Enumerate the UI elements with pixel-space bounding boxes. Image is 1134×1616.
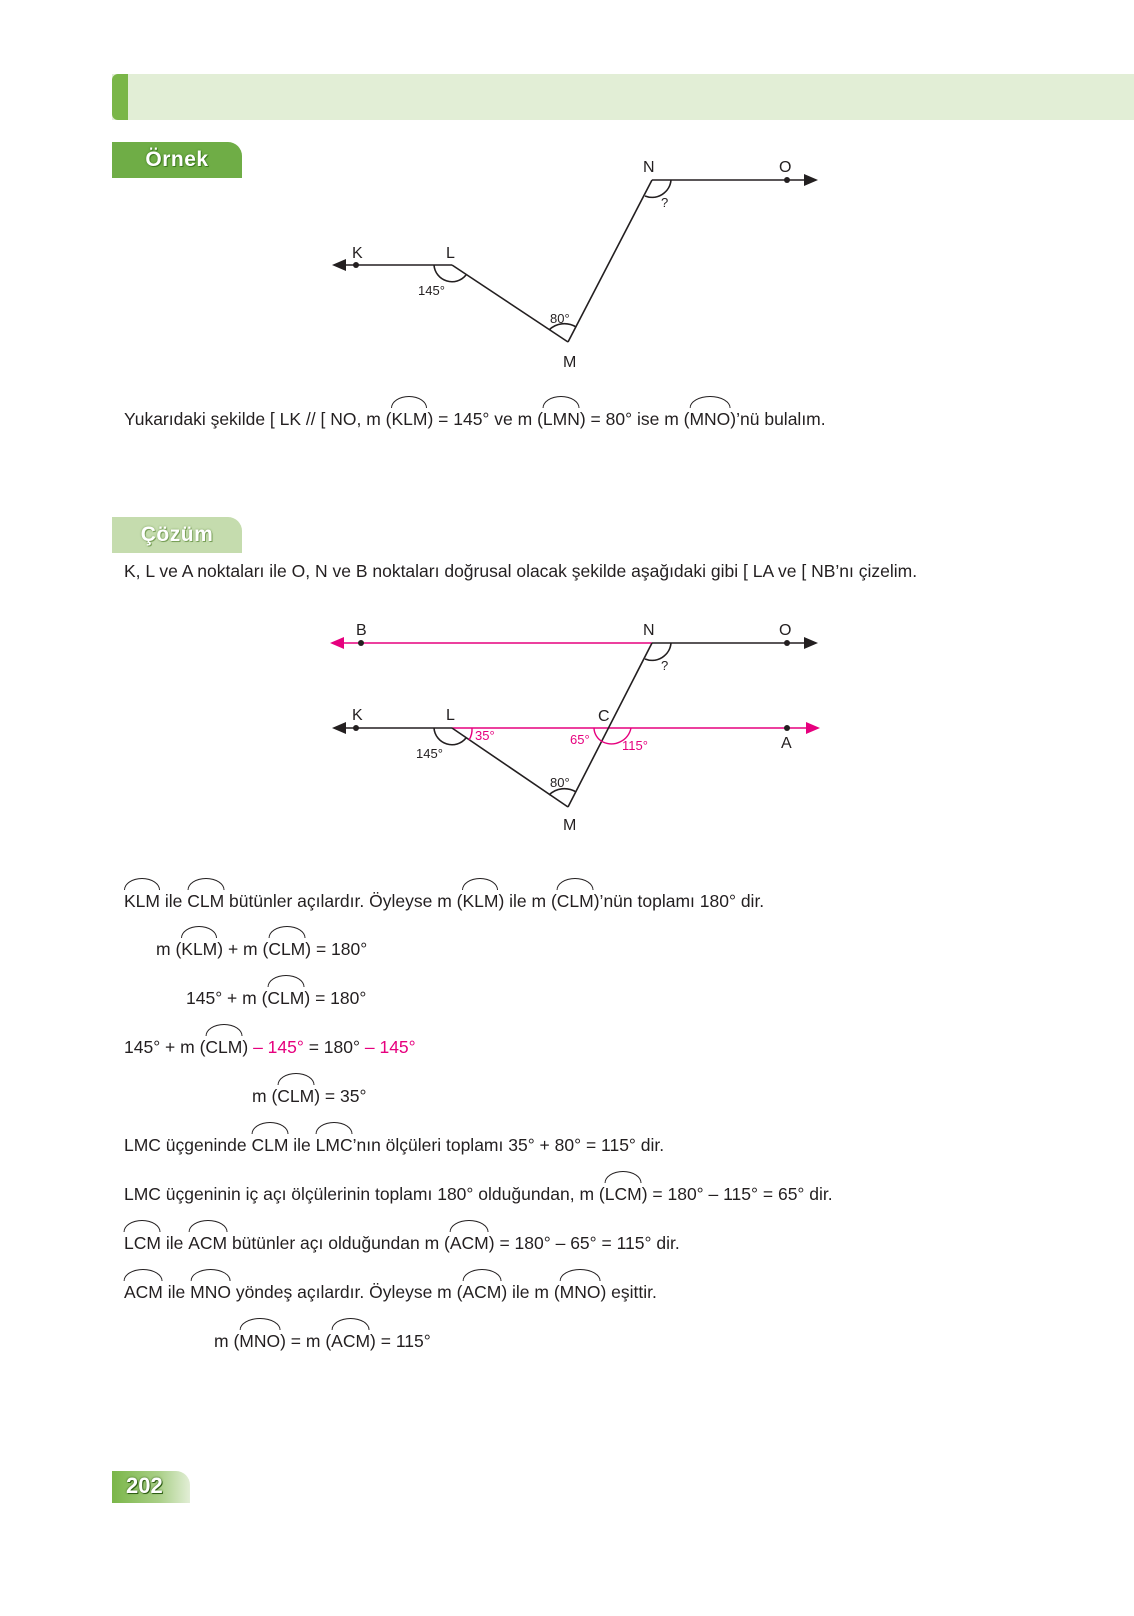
step-7 — [124, 1180, 833, 1206]
step-6 — [124, 1131, 664, 1157]
text-run: ) = m ( — [280, 1331, 332, 1351]
angle-lmc-label: 80° — [550, 775, 570, 790]
angle-symbol: LMN — [543, 405, 580, 431]
label-b: B — [356, 622, 367, 639]
text-run: )’nün toplamı 180° dir. — [593, 891, 765, 911]
angle-clm-label: 35° — [475, 728, 495, 743]
angle-acm-label: 115° — [622, 738, 648, 753]
text-run: ) = 180° – 65° = 115° dir. — [488, 1233, 680, 1253]
problem-statement — [124, 405, 826, 431]
angle-symbol: KLM — [181, 935, 217, 961]
text-run: ’nın ölçüleri toplamı 35° + 80° = 115° dir. — [352, 1135, 665, 1155]
arrow-right-icon — [804, 637, 818, 649]
label-o: O — [779, 622, 792, 639]
text-run: bütünler açı olduğundan m ( — [227, 1233, 450, 1253]
angle-symbol: MNO — [689, 405, 730, 431]
angle-symbol: ACM — [462, 1278, 501, 1304]
text-run: LMC üçgeninin iç açı ölçülerinin toplamı 180° olduğundan, m ( — [124, 1184, 605, 1204]
point-b — [358, 640, 364, 646]
point-k — [353, 725, 359, 731]
example-tag: Örnek — [112, 142, 242, 178]
step-4-equation — [124, 1033, 416, 1059]
angle-arc-klm — [434, 728, 466, 745]
angle-symbol: CLM — [205, 1033, 242, 1059]
angle-symbol: ACM — [331, 1327, 370, 1353]
label-m: M — [563, 354, 577, 371]
text-run: Yukarıdaki şekilde [ LK // [ NO, m ( — [124, 409, 392, 429]
arrow-left-icon — [332, 722, 346, 734]
text-run: ile — [159, 891, 188, 911]
arrow-right-icon — [806, 722, 820, 734]
text-run: ) ile m ( — [498, 891, 557, 911]
arrow-left-icon — [332, 259, 346, 271]
text-run: ) + m ( — [217, 939, 269, 959]
text-run: ) = 145° ve m ( — [427, 409, 543, 429]
text-run: bütünler açılardır. Öyleyse m ( — [224, 891, 463, 911]
text-run: 145° + m ( — [186, 988, 268, 1008]
arrow-left-icon — [330, 637, 344, 649]
text-run: = 180° — [303, 1037, 360, 1057]
solution-tag: Çözüm — [112, 517, 242, 553]
text-run: ) = 180° — [304, 988, 367, 1008]
angle-symbol: LCM — [124, 1229, 161, 1255]
text-run: – 145° — [360, 1037, 416, 1057]
text-run: ile — [288, 1135, 316, 1155]
text-run: 145° + m ( — [124, 1037, 206, 1057]
angle-klm-label: 145° — [416, 746, 443, 761]
angle-lmn-label: 80° — [550, 311, 570, 326]
solution-intro: K, L ve A noktaları ile O, N ve B noktaları doğrusal olacak şekilde aşağıdaki gibi [ LA ve [ NB’nı çizelim. — [124, 561, 918, 581]
page-number: 202 — [126, 1473, 163, 1498]
label-c: C — [598, 708, 610, 725]
segment-lm — [452, 265, 568, 342]
angle-symbol: KLM — [124, 887, 160, 913]
step-8 — [124, 1229, 680, 1255]
page-number-badge — [112, 1471, 190, 1503]
angle-symbol: CLM — [277, 1082, 314, 1108]
text-run: ) — [242, 1037, 249, 1057]
angle-arc-clm — [469, 728, 472, 740]
angle-symbol: CLM — [268, 935, 305, 961]
point-k — [353, 262, 359, 268]
angle-klm-label: 145° — [418, 283, 445, 298]
text-run: ) = 180° — [305, 939, 368, 959]
text-run: ile — [162, 1282, 191, 1302]
arrow-right-icon — [804, 174, 818, 186]
step-10-equation — [214, 1327, 431, 1353]
point-o — [784, 640, 790, 646]
text-run: ) eşittir. — [600, 1282, 657, 1302]
text-run: ) = 115° — [370, 1331, 431, 1351]
angle-symbol: MNO — [239, 1327, 280, 1353]
step-1 — [124, 887, 764, 913]
angle-symbol: KLM — [462, 887, 498, 913]
angle-symbol: CLM — [267, 984, 304, 1010]
text-run: ile — [160, 1233, 189, 1253]
angle-symbol: CLM — [251, 1131, 288, 1157]
text-run: ) ile m ( — [501, 1282, 560, 1302]
label-m: M — [563, 817, 577, 834]
label-k: K — [352, 245, 363, 262]
angle-mno-label: ? — [661, 195, 669, 210]
point-a — [784, 725, 790, 731]
step-3-equation — [186, 984, 366, 1010]
angle-mno-label: ? — [661, 658, 669, 673]
text-run: ) = 80° ise m ( — [579, 409, 690, 429]
text-run: ) = 180° – 115° = 65° dir. — [641, 1184, 833, 1204]
text-run: m ( — [252, 1086, 278, 1106]
figure-2 — [0, 600, 1134, 840]
point-o — [784, 177, 790, 183]
angle-symbol: LCM — [605, 1180, 642, 1206]
text-run: LMC üçgeninde — [124, 1135, 252, 1155]
step-9 — [124, 1278, 657, 1304]
angle-symbol: ACM — [188, 1229, 227, 1255]
label-k: K — [352, 707, 363, 724]
angle-symbol: MNO — [190, 1278, 231, 1304]
text-run: m ( — [156, 939, 182, 959]
angle-symbol: CLM — [187, 887, 224, 913]
text-run: ) = 35° — [314, 1086, 367, 1106]
angle-symbol: CLM — [557, 887, 594, 913]
text-run: )’nü bulalım. — [730, 409, 826, 429]
label-a: A — [781, 735, 792, 752]
step-5-equation — [252, 1082, 366, 1108]
angle-symbol: LMC — [316, 1131, 353, 1157]
figure-1 — [0, 0, 1134, 400]
segment-mn — [568, 180, 652, 342]
label-n: N — [643, 622, 655, 639]
text-run: m ( — [214, 1331, 240, 1351]
angle-lcm-label: 65° — [570, 732, 590, 747]
label-l: L — [446, 245, 455, 262]
angle-symbol: MNO — [560, 1278, 601, 1304]
segment-mn — [568, 643, 652, 807]
label-o: O — [779, 159, 792, 176]
text-run: yöndeş açılardır. Öyleyse m ( — [230, 1282, 463, 1302]
label-l: L — [446, 707, 455, 724]
angle-symbol: ACM — [124, 1278, 163, 1304]
step-2-equation — [156, 935, 367, 961]
text-run: – 145° — [248, 1037, 304, 1057]
angle-symbol: ACM — [450, 1229, 489, 1255]
label-n: N — [643, 159, 655, 176]
angle-arc-klm — [434, 265, 466, 282]
angle-symbol: KLM — [391, 405, 427, 431]
